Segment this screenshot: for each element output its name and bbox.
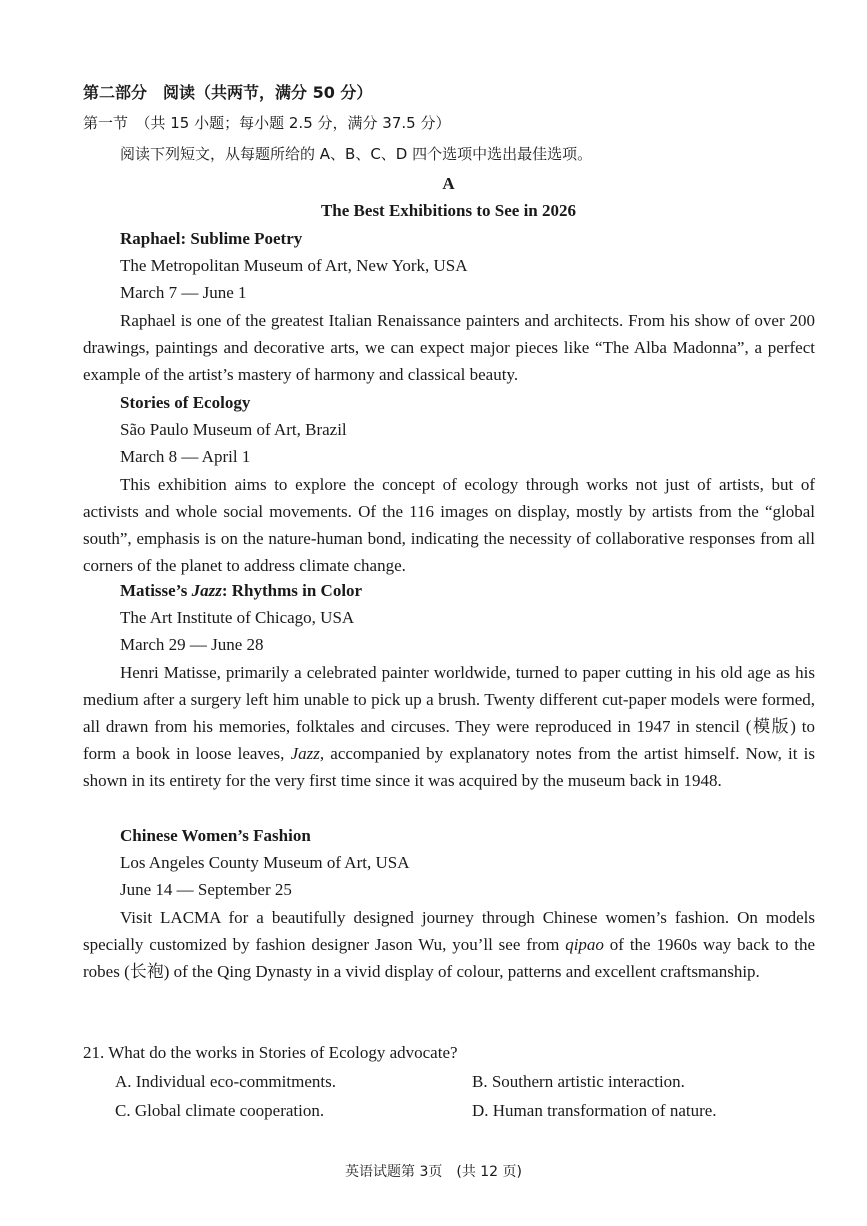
exhibition-venue: Los Angeles County Museum of Art, USA	[120, 853, 410, 872]
passage-title: The Best Exhibitions to See in 2026	[320, 201, 577, 220]
option-d: D. Human transformation of nature.	[472, 1101, 717, 1120]
page-footer: 英语试题第 3页 (共 12 页)	[345, 1164, 522, 1180]
exhibition-name: Raphael: Sublime Poetry	[120, 229, 303, 248]
exhibition-dates: June 14 — September 25	[120, 880, 292, 899]
exhibition-name: Stories of Ecology	[120, 393, 251, 412]
option-b: B. Southern artistic interaction.	[472, 1072, 685, 1091]
subsection-title: 第一节 （共 15 小题；每小题 2.5 分，满分 37.5 分）	[83, 114, 451, 132]
exhibition-name-suffix: : Rhythms in Color	[221, 581, 363, 600]
instructions: 阅读下列短文，从每题所给的 A、B、C、D 四个选项中选出最佳选项。	[120, 145, 593, 163]
description-text: Visit LACMA for a beautifully designed journey through Chinese women’s fashion. On models specially customized by fashion designer Jason Wu, you’ll see from	[83, 908, 815, 954]
exhibition-description: This exhibition aims to explore the concept of ecology through works not just of artists, but of activists and whole social movements. Of the 116 images on display, mostly by artists from the “global south”, emphasis is on the nature-human bond, indicating the necessity of collaborative responses from all corners of the planet to address climate change.	[83, 475, 815, 575]
book-title: Jazz,	[290, 744, 325, 763]
exhibition-description: Raphael is one of the greatest Italian Renaissance painters and architects. From his show of over 200 drawings, paintings and decorative arts, we can expect major pieces like “The Alba Madonna”, a perfect example of the artist’s mastery of harmony and classical beauty.	[83, 311, 815, 384]
question-stem: 21. What do the works in Stories of Ecology advocate?	[83, 1043, 458, 1062]
option-a: A. Individual eco-commitments.	[115, 1072, 336, 1091]
description-text: accompanied by explanatory notes from the artist himself. Now, it is shown in its entirety for the very first time since it was acquired by the museum back in 1948.	[83, 744, 815, 790]
garment-term: qipao	[565, 935, 604, 954]
exhibition-name	[120, 581, 362, 601]
exhibition-name-italic: Jazz	[191, 581, 222, 600]
exhibition-name: Chinese Women’s Fashion	[120, 826, 311, 845]
part-title: 第二部分 阅读（共两节，满分 50 分）	[83, 83, 373, 102]
description-text: Henri Matisse, primarily a celebrated painter worldwide, turned to paper cutting in his old age as his medium after a surgery left him unable to pick up a brush. Twenty different cut-paper models were formed, all drawn from his memories, folktales and circuses. They were reproduced in 1947 in stencil (模版) to form a book in loose leaves,	[83, 663, 815, 763]
option-c: C. Global climate cooperation.	[115, 1101, 325, 1120]
passage-letter: A	[442, 174, 455, 193]
exhibition-dates: March 7 — June 1	[120, 283, 247, 302]
exhibition-venue: The Metropolitan Museum of Art, New York, USA	[120, 256, 468, 275]
description-text: of the 1960s way back to the robes (长袍) of the Qing Dynasty in a vivid display of colour, patterns and excellent craftsmanship.	[83, 935, 815, 981]
exhibition-dates: March 29 — June 28	[120, 635, 264, 654]
exhibition-name-prefix: Matisse’s	[120, 581, 192, 600]
exhibition-description	[83, 904, 815, 985]
exhibition-venue: São Paulo Museum of Art, Brazil	[120, 420, 347, 439]
exhibition-dates: March 8 — April 1	[120, 447, 251, 466]
exhibition-venue: The Art Institute of Chicago, USA	[120, 608, 355, 627]
exhibition-description	[83, 659, 815, 794]
